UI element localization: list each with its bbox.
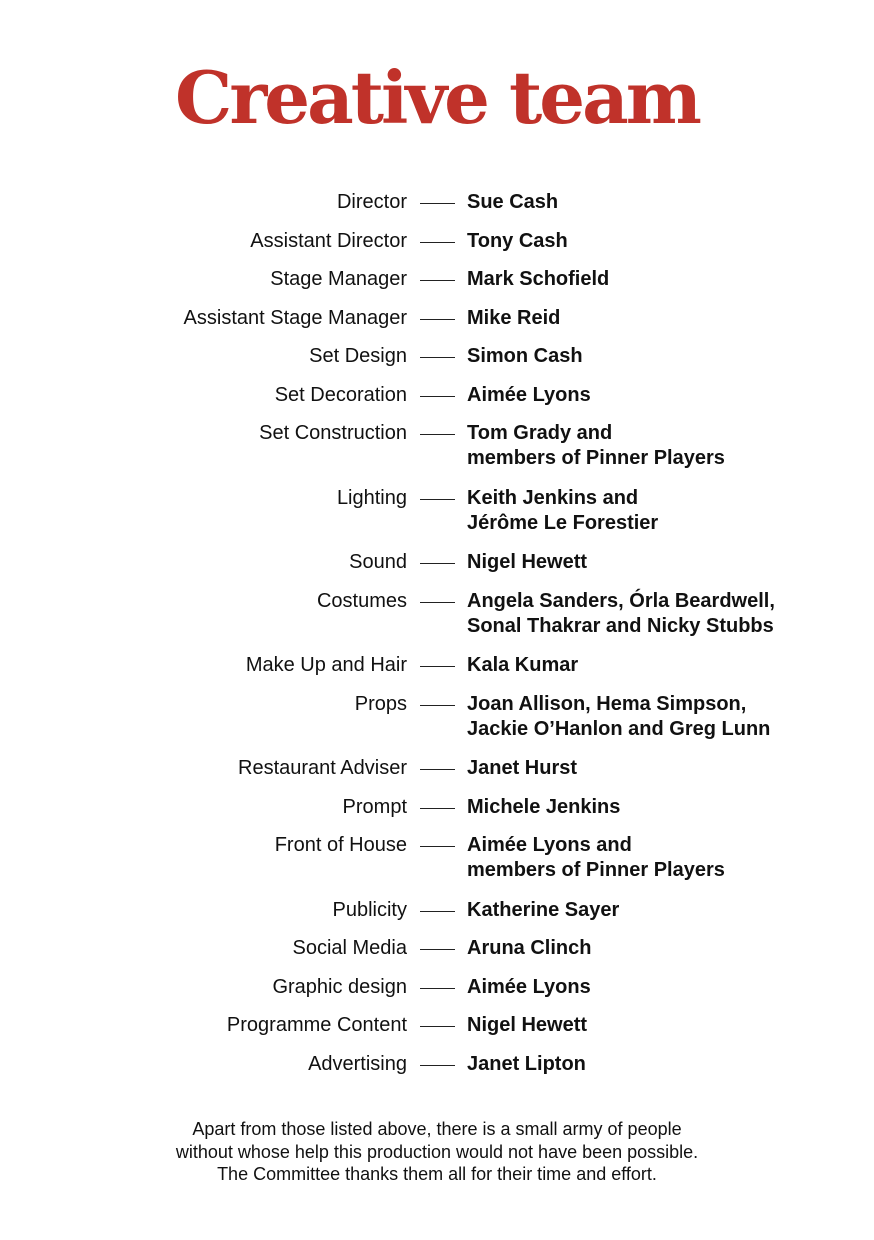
credit-role: Restaurant Adviser bbox=[238, 757, 407, 779]
credit-row bbox=[0, 421, 874, 486]
credit-name-line: members of Pinner Players bbox=[467, 447, 725, 469]
credit-name-line: Angela Sanders, Órla Beardwell, bbox=[467, 589, 775, 612]
page-title: Creative team bbox=[175, 55, 699, 140]
credit-names bbox=[467, 306, 560, 331]
dash-separator bbox=[420, 203, 455, 204]
credit-name-line: Keith Jenkins and bbox=[467, 486, 639, 509]
credit-name-line: Joan Allison, Hema Simpson, bbox=[467, 692, 747, 715]
credit-names bbox=[467, 229, 568, 254]
credit-names bbox=[467, 421, 725, 471]
credit-names bbox=[467, 756, 577, 781]
credit-role: Assistant Stage Manager bbox=[183, 306, 407, 329]
credit-names bbox=[467, 486, 658, 536]
dash-separator bbox=[420, 242, 455, 243]
credit-role: Programme Content bbox=[226, 1014, 407, 1036]
credit-row bbox=[0, 550, 874, 589]
credit-name-line: Janet Lipton bbox=[467, 1052, 586, 1075]
footer-line: without whose help this production would not have been possible. bbox=[175, 1141, 699, 1162]
credit-name-line: members of Pinner Players bbox=[467, 859, 725, 881]
credit-names bbox=[467, 190, 558, 215]
credit-names bbox=[467, 589, 775, 639]
footer-note bbox=[0, 1118, 874, 1186]
credit-row bbox=[0, 1052, 874, 1091]
dash-separator bbox=[420, 705, 455, 706]
dash-separator bbox=[420, 1065, 455, 1066]
credit-name-line: Aruna Clinch bbox=[467, 937, 592, 959]
credit-names bbox=[467, 267, 609, 292]
credit-role: Front of House bbox=[274, 834, 407, 856]
dash-separator bbox=[420, 602, 455, 603]
dash-separator bbox=[420, 319, 455, 320]
credit-name-line: Katherine Sayer bbox=[467, 898, 620, 921]
dash-separator bbox=[420, 769, 455, 770]
dash-separator bbox=[420, 1026, 455, 1027]
credit-names bbox=[467, 653, 578, 678]
credit-row bbox=[0, 795, 874, 834]
credit-names bbox=[467, 936, 591, 961]
dash-separator bbox=[420, 949, 455, 950]
credit-names bbox=[467, 898, 619, 923]
credit-row bbox=[0, 344, 874, 383]
dash-separator bbox=[420, 911, 455, 912]
footer-line: Apart from those listed above, there is a small army of people bbox=[192, 1119, 682, 1139]
credit-role: Lighting bbox=[336, 486, 407, 509]
credit-role: Set Design bbox=[309, 345, 407, 367]
credit-name-line: Sue Cash bbox=[467, 191, 559, 213]
credit-role: Sound bbox=[349, 551, 407, 573]
credit-names bbox=[467, 1052, 586, 1077]
credit-names bbox=[467, 975, 591, 1000]
credit-row bbox=[0, 190, 874, 229]
credit-name-line: Janet Hurst bbox=[467, 757, 578, 779]
dash-separator bbox=[420, 846, 455, 847]
credit-row bbox=[0, 936, 874, 975]
credits-list bbox=[0, 190, 874, 1090]
credit-name-line: Simon Cash bbox=[467, 345, 583, 367]
credit-names bbox=[467, 833, 725, 883]
dash-separator bbox=[420, 434, 455, 435]
dash-separator bbox=[420, 988, 455, 989]
credit-name-line: Mark Schofield bbox=[467, 268, 610, 290]
credit-row bbox=[0, 267, 874, 306]
credit-row bbox=[0, 589, 874, 654]
dash-separator bbox=[420, 563, 455, 564]
dash-separator bbox=[420, 499, 455, 500]
credit-names bbox=[467, 344, 583, 369]
credit-role: Publicity bbox=[332, 898, 407, 921]
credit-names bbox=[467, 550, 587, 575]
credit-names bbox=[467, 383, 591, 408]
credit-row bbox=[0, 692, 874, 757]
credit-name-line: Tony Cash bbox=[467, 229, 568, 252]
credit-name-line: Aimée Lyons bbox=[467, 975, 591, 998]
credit-role: Set Construction bbox=[259, 422, 407, 444]
dash-separator bbox=[420, 808, 455, 809]
credit-name-line: Kala Kumar bbox=[467, 654, 579, 676]
credit-name-line: Sonal Thakrar and Nicky Stubbs bbox=[467, 614, 774, 637]
credit-name-line: Aimée Lyons bbox=[467, 383, 591, 406]
credit-names bbox=[467, 1013, 587, 1038]
credit-name-line: Jérôme Le Forestier bbox=[467, 511, 659, 534]
footer-line: The Committee thanks them all for their time and effort. bbox=[217, 1164, 657, 1184]
credit-name-line: Nigel Hewett bbox=[467, 551, 588, 573]
dash-separator bbox=[420, 666, 455, 667]
credit-row bbox=[0, 383, 874, 422]
credit-name-line: Michele Jenkins bbox=[467, 795, 621, 818]
credit-role: Props bbox=[354, 692, 407, 715]
credit-name-line: Tom Grady and bbox=[467, 422, 613, 444]
credit-role: Social Media bbox=[292, 937, 407, 959]
credit-row bbox=[0, 486, 874, 551]
credit-role: Stage Manager bbox=[270, 268, 407, 290]
credit-names bbox=[467, 795, 620, 820]
credit-role: Advertising bbox=[308, 1052, 407, 1075]
dash-separator bbox=[420, 357, 455, 358]
dash-separator bbox=[420, 280, 455, 281]
credit-role: Graphic design bbox=[272, 975, 407, 998]
credit-name-line: Nigel Hewett bbox=[467, 1014, 588, 1036]
credit-row bbox=[0, 975, 874, 1014]
credit-names bbox=[467, 692, 770, 742]
dash-separator bbox=[420, 396, 455, 397]
credit-row bbox=[0, 306, 874, 345]
credit-name-line: Aimée Lyons and bbox=[467, 834, 632, 856]
credit-role: Director bbox=[336, 191, 407, 213]
credit-role: Prompt bbox=[342, 795, 407, 818]
credit-row bbox=[0, 898, 874, 937]
credit-role: Set Decoration bbox=[274, 383, 407, 406]
credit-role: Make Up and Hair bbox=[245, 654, 407, 676]
credit-role: Assistant Director bbox=[250, 229, 407, 252]
credit-row bbox=[0, 833, 874, 898]
credit-row bbox=[0, 653, 874, 692]
credit-row bbox=[0, 229, 874, 268]
credit-row bbox=[0, 1013, 874, 1052]
credit-row bbox=[0, 756, 874, 795]
credit-name-line: Jackie O’Hanlon and Greg Lunn bbox=[467, 717, 771, 740]
credit-name-line: Mike Reid bbox=[467, 306, 561, 329]
credit-role: Costumes bbox=[316, 589, 407, 612]
